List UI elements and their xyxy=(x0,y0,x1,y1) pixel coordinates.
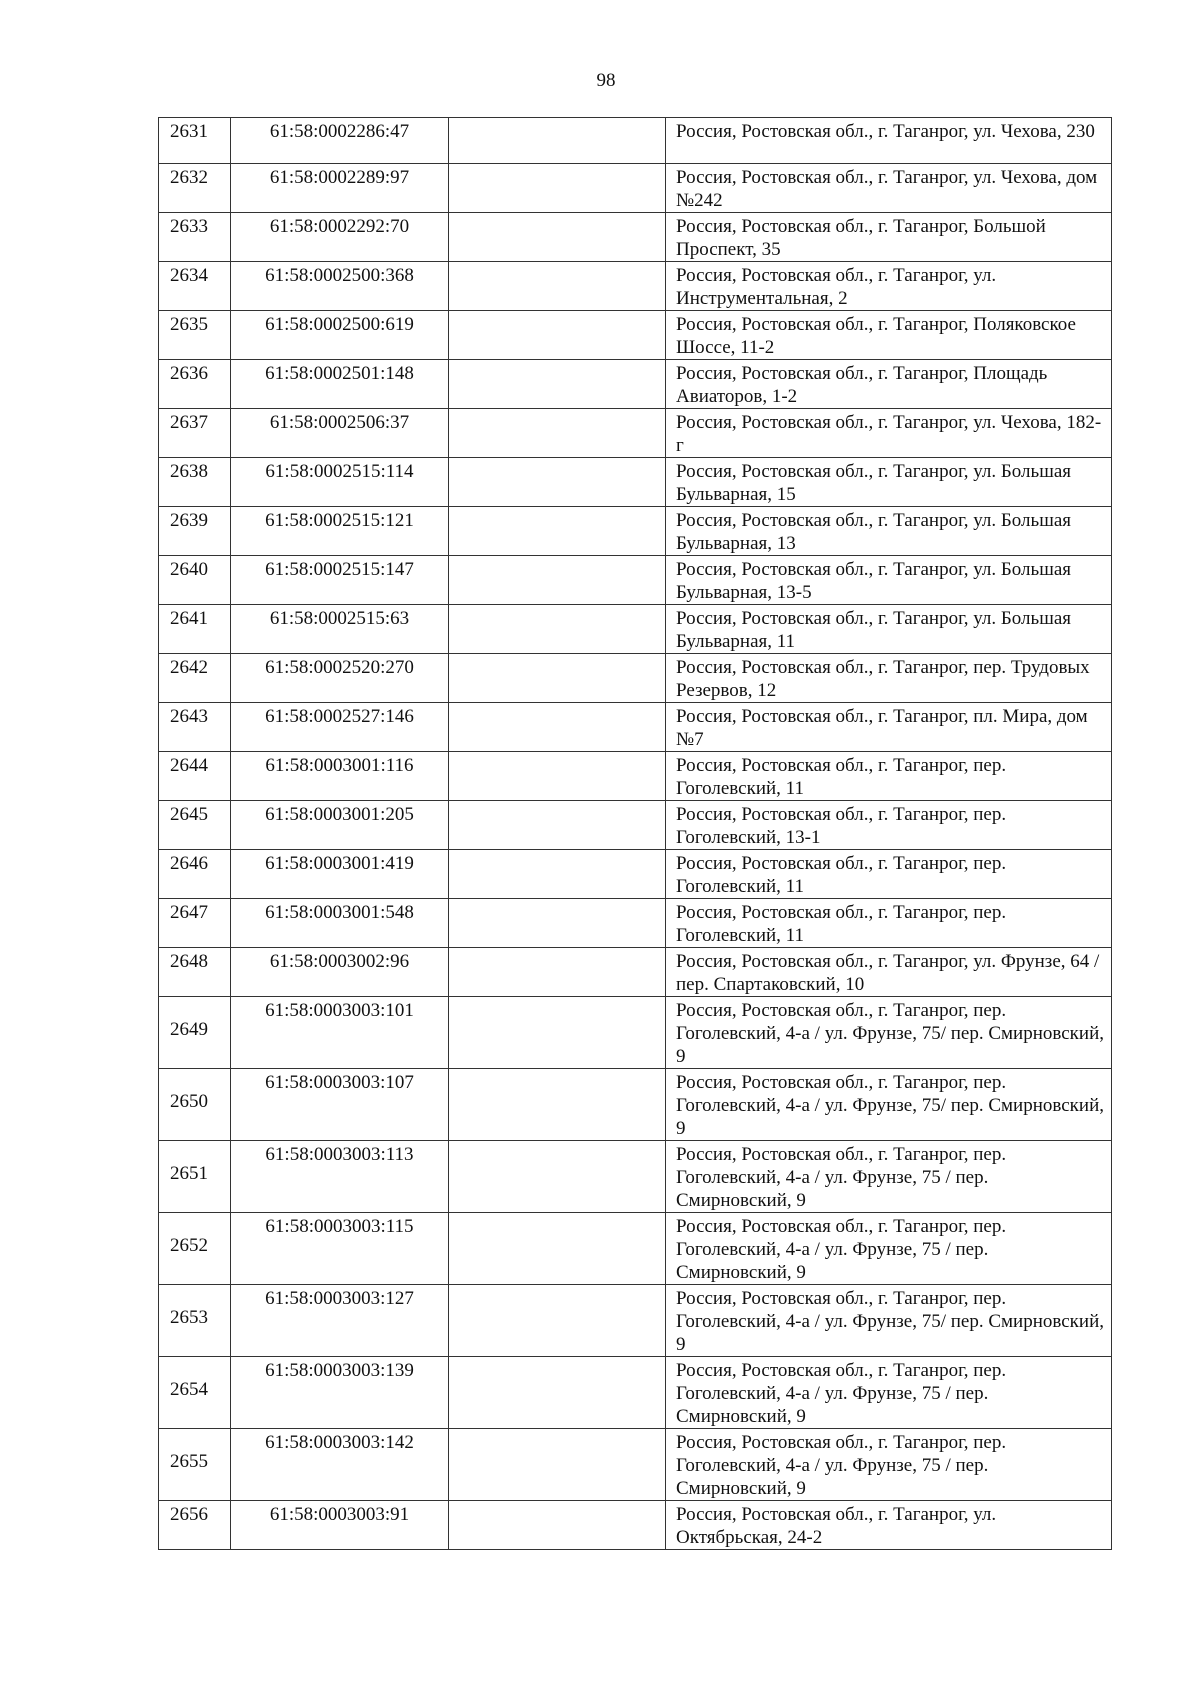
cadastral-number: 61:58:0003001:419 xyxy=(231,850,449,899)
address: Россия, Ростовская обл., г. Таганрог, пер. Гоголевский, 13-1 xyxy=(666,801,1112,850)
row-number: 2641 xyxy=(159,605,231,654)
empty-cell xyxy=(449,654,666,703)
row-number: 2632 xyxy=(159,164,231,213)
empty-cell xyxy=(449,605,666,654)
address: Россия, Ростовская обл., г. Таганрог, пер. Гоголевский, 4-а / ул. Фрунзе, 75 / пер. Смирновский, 9 xyxy=(666,1141,1112,1213)
address: Россия, Ростовская обл., г. Таганрог, пер. Трудовых Резервов, 12 xyxy=(666,654,1112,703)
table-row xyxy=(159,262,1112,311)
cadastral-number: 61:58:0002515:121 xyxy=(231,507,449,556)
empty-cell xyxy=(449,1357,666,1429)
address: Россия, Ростовская обл., г. Таганрог, пер. Гоголевский, 4-а / ул. Фрунзе, 75/ пер. Смирновский, 9 xyxy=(666,997,1112,1069)
empty-cell xyxy=(449,801,666,850)
table-row xyxy=(159,997,1112,1069)
cadastral-number: 61:58:0002515:63 xyxy=(231,605,449,654)
cadastral-number: 61:58:0002515:114 xyxy=(231,458,449,507)
row-number: 2634 xyxy=(159,262,231,311)
address: Россия, Ростовская обл., г. Таганрог, Поляковское Шоссе, 11-2 xyxy=(666,311,1112,360)
cadastral-number: 61:58:0002500:619 xyxy=(231,311,449,360)
row-number: 2642 xyxy=(159,654,231,703)
empty-cell xyxy=(449,1501,666,1550)
table-row xyxy=(159,118,1112,164)
row-number: 2649 xyxy=(159,997,231,1069)
row-number: 2655 xyxy=(159,1429,231,1501)
empty-cell xyxy=(449,118,666,164)
row-number: 2650 xyxy=(159,1069,231,1141)
row-number: 2651 xyxy=(159,1141,231,1213)
table-row xyxy=(159,409,1112,458)
address: Россия, Ростовская обл., г. Таганрог, ул. Большая Бульварная, 13 xyxy=(666,507,1112,556)
cadastral-number: 61:58:0003002:96 xyxy=(231,948,449,997)
table-row xyxy=(159,605,1112,654)
table-row xyxy=(159,213,1112,262)
row-number: 2636 xyxy=(159,360,231,409)
table-row xyxy=(159,360,1112,409)
cadastral-number: 61:58:0003001:116 xyxy=(231,752,449,801)
empty-cell xyxy=(449,507,666,556)
address: Россия, Ростовская обл., г. Таганрог, пер. Гоголевский, 4-а / ул. Фрунзе, 75/ пер. Смирновский, 9 xyxy=(666,1285,1112,1357)
empty-cell xyxy=(449,850,666,899)
table-row xyxy=(159,752,1112,801)
cadastral-number: 61:58:0002501:148 xyxy=(231,360,449,409)
table-row xyxy=(159,654,1112,703)
address: Россия, Ростовская обл., г. Таганрог, ул. Инструментальная, 2 xyxy=(666,262,1112,311)
cadastral-number: 61:58:0002515:147 xyxy=(231,556,449,605)
cadastral-number: 61:58:0003003:115 xyxy=(231,1213,449,1285)
empty-cell xyxy=(449,997,666,1069)
table-row xyxy=(159,1285,1112,1357)
empty-cell xyxy=(449,1429,666,1501)
empty-cell xyxy=(449,262,666,311)
row-number: 2656 xyxy=(159,1501,231,1550)
empty-cell xyxy=(449,164,666,213)
cadastral-number: 61:58:0003001:205 xyxy=(231,801,449,850)
address: Россия, Ростовская обл., г. Таганрог, пер. Гоголевский, 11 xyxy=(666,899,1112,948)
cadastral-number: 61:58:0002527:146 xyxy=(231,703,449,752)
empty-cell xyxy=(449,360,666,409)
address: Россия, Ростовская обл., г. Таганрог, пер. Гоголевский, 4-а / ул. Фрунзе, 75 / пер. Смирновский, 9 xyxy=(666,1357,1112,1429)
cadastral-number: 61:58:0002286:47 xyxy=(231,118,449,164)
row-number: 2647 xyxy=(159,899,231,948)
row-number: 2635 xyxy=(159,311,231,360)
empty-cell xyxy=(449,1069,666,1141)
empty-cell xyxy=(449,948,666,997)
table-row xyxy=(159,703,1112,752)
table-row xyxy=(159,164,1112,213)
cadastral-number: 61:58:0003003:139 xyxy=(231,1357,449,1429)
address: Россия, Ростовская обл., г. Таганрог, пер. Гоголевский, 4-а / ул. Фрунзе, 75/ пер. Смирновский, 9 xyxy=(666,1069,1112,1141)
address: Россия, Ростовская обл., г. Таганрог, Площадь Авиаторов, 1-2 xyxy=(666,360,1112,409)
address: Россия, Ростовская обл., г. Таганрог, ул. Октябрьская, 24-2 xyxy=(666,1501,1112,1550)
empty-cell xyxy=(449,556,666,605)
address: Россия, Ростовская обл., г. Таганрог, пер. Гоголевский, 11 xyxy=(666,850,1112,899)
table-row xyxy=(159,1429,1112,1501)
cadastral-number: 61:58:0003003:91 xyxy=(231,1501,449,1550)
cadastral-number: 61:58:0003001:548 xyxy=(231,899,449,948)
address: Россия, Ростовская обл., г. Таганрог, ул. Большая Бульварная, 13-5 xyxy=(666,556,1112,605)
table-row xyxy=(159,507,1112,556)
cadastral-number: 61:58:0003003:127 xyxy=(231,1285,449,1357)
empty-cell xyxy=(449,311,666,360)
row-number: 2638 xyxy=(159,458,231,507)
cadastral-number: 61:58:0002500:368 xyxy=(231,262,449,311)
cadastral-number: 61:58:0002289:97 xyxy=(231,164,449,213)
table-row xyxy=(159,801,1112,850)
table-row xyxy=(159,1141,1112,1213)
cadastral-number: 61:58:0003003:142 xyxy=(231,1429,449,1501)
table-row xyxy=(159,458,1112,507)
registry-table xyxy=(158,117,1112,1550)
table-row xyxy=(159,556,1112,605)
row-number: 2646 xyxy=(159,850,231,899)
empty-cell xyxy=(449,213,666,262)
cadastral-number: 61:58:0002292:70 xyxy=(231,213,449,262)
address: Россия, Ростовская обл., г. Таганрог, ул. Фрунзе, 64 / пер. Спартаковский, 10 xyxy=(666,948,1112,997)
table-row xyxy=(159,948,1112,997)
empty-cell xyxy=(449,752,666,801)
table-row xyxy=(159,1501,1112,1550)
row-number: 2637 xyxy=(159,409,231,458)
cadastral-number: 61:58:0003003:113 xyxy=(231,1141,449,1213)
address: Россия, Ростовская обл., г. Таганрог, пл. Мира, дом №7 xyxy=(666,703,1112,752)
page-number: 98 xyxy=(596,70,616,91)
row-number: 2654 xyxy=(159,1357,231,1429)
table-row xyxy=(159,1069,1112,1141)
table-row xyxy=(159,1213,1112,1285)
address: Россия, Ростовская обл., г. Таганрог, пер. Гоголевский, 4-а / ул. Фрунзе, 75 / пер. Смирновский, 9 xyxy=(666,1213,1112,1285)
row-number: 2643 xyxy=(159,703,231,752)
row-number: 2631 xyxy=(159,118,231,164)
row-number: 2633 xyxy=(159,213,231,262)
empty-cell xyxy=(449,409,666,458)
table-row xyxy=(159,899,1112,948)
table-row xyxy=(159,1357,1112,1429)
address: Россия, Ростовская обл., г. Таганрог, пер. Гоголевский, 11 xyxy=(666,752,1112,801)
row-number: 2644 xyxy=(159,752,231,801)
row-number: 2652 xyxy=(159,1213,231,1285)
cadastral-number: 61:58:0002520:270 xyxy=(231,654,449,703)
empty-cell xyxy=(449,1141,666,1213)
empty-cell xyxy=(449,1213,666,1285)
empty-cell xyxy=(449,1285,666,1357)
cadastral-number: 61:58:0003003:107 xyxy=(231,1069,449,1141)
cadastral-number: 61:58:0002506:37 xyxy=(231,409,449,458)
address: Россия, Ростовская обл., г. Таганрог, ул. Чехова, 230 xyxy=(666,118,1112,164)
table-row xyxy=(159,850,1112,899)
address: Россия, Ростовская обл., г. Таганрог, Большой Проспект, 35 xyxy=(666,213,1112,262)
empty-cell xyxy=(449,703,666,752)
empty-cell xyxy=(449,899,666,948)
address: Россия, Ростовская обл., г. Таганрог, пер. Гоголевский, 4-а / ул. Фрунзе, 75 / пер. Смирновский, 9 xyxy=(666,1429,1112,1501)
row-number: 2640 xyxy=(159,556,231,605)
address: Россия, Ростовская обл., г. Таганрог, ул. Большая Бульварная, 11 xyxy=(666,605,1112,654)
table-row xyxy=(159,311,1112,360)
row-number: 2645 xyxy=(159,801,231,850)
row-number: 2648 xyxy=(159,948,231,997)
address: Россия, Ростовская обл., г. Таганрог, ул. Чехова, 182-г xyxy=(666,409,1112,458)
empty-cell xyxy=(449,458,666,507)
cadastral-number: 61:58:0003003:101 xyxy=(231,997,449,1069)
address: Россия, Ростовская обл., г. Таганрог, ул. Чехова, дом №242 xyxy=(666,164,1112,213)
row-number: 2639 xyxy=(159,507,231,556)
address: Россия, Ростовская обл., г. Таганрог, ул. Большая Бульварная, 15 xyxy=(666,458,1112,507)
row-number: 2653 xyxy=(159,1285,231,1357)
